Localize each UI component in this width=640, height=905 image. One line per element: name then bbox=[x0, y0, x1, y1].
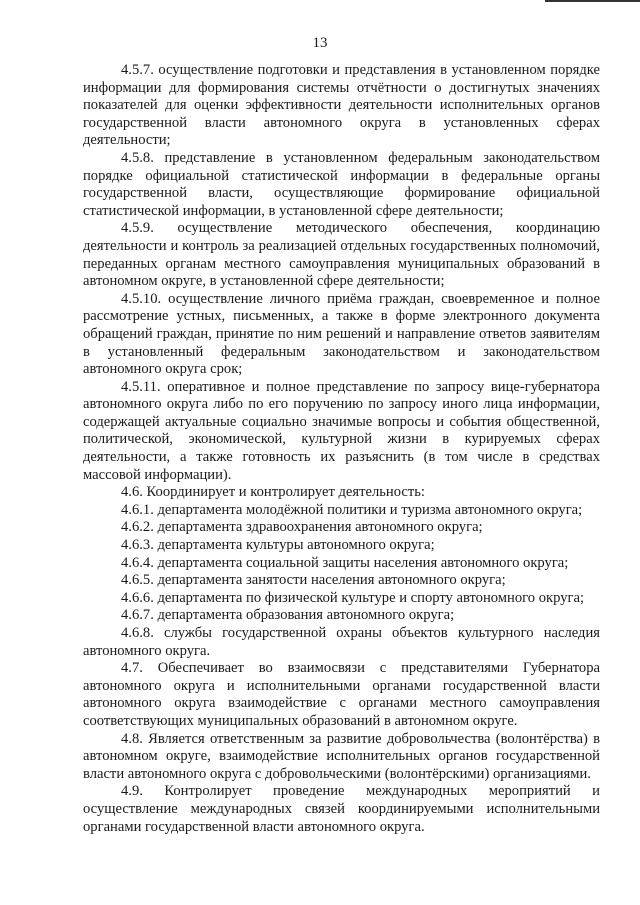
paragraph-4-6-5: 4.6.5. департамента занятости населения автономного округа; bbox=[121, 572, 506, 589]
document-body bbox=[83, 62, 600, 836]
paragraph-4-7: 4.7. Обеспечивает во взаимосвязи с представителями Губернатора автономного округа и исполнительными органами государственной власти автономного округа взаимодействие с органами местного самоуправления соответствующих муниципальных образований в автономном округе. bbox=[83, 660, 600, 729]
paragraph-4-5-11: 4.5.11. оперативное и полное представление по запросу вице-губернатора автономного округа либо по его поручению по запросу иного лица информации, содержащей актуальные социально значимые вопросы и события общественной, политической, экономической, культурной жизни в курируемых сферах деятельности, а также готовность их разъяснить (в том числе в средствах массовой информации). bbox=[83, 378, 600, 483]
top-edge-rule bbox=[545, 0, 640, 2]
page-number: 13 bbox=[312, 35, 328, 51]
paragraph-4-5-10: 4.5.10. осуществление личного приёма граждан, своевременное и полное рассмотрение устных, письменных, а также в форме электронного документа обращений граждан, принятие по ним решений и направление ответов заявителям в установленный федеральным законодательством и законодательством автономного округа срок; bbox=[83, 290, 600, 378]
paragraph-4-6-4: 4.6.4. департамента социальной защиты населения автономного округа; bbox=[121, 554, 569, 571]
paragraph-4-6-7: 4.6.7. департамента образования автономного округа; bbox=[121, 607, 455, 624]
paragraph-4-6-6: 4.6.6. департамента по физической культуре и спорту автономного округа; bbox=[121, 589, 585, 606]
paragraph-4-8: 4.8. Является ответственным за развитие добровольчества (волонтёрства) в автономном округе, взаимодействие исполнительных органов государственной власти автономного округа с добровольческими (волонтёрскими) организациями. bbox=[83, 730, 600, 782]
paragraph-4-5-9: 4.5.9. осуществление методического обеспечения, координацию деятельности и контроль за реализацией отдельных государственных полномочий, переданных органам местного самоуправления муниципальных образований в автономном округе, в установленной сфере деятельности; bbox=[83, 220, 600, 290]
paragraph-4-6-2: 4.6.2. департамента здравоохранения автономного округа; bbox=[121, 519, 483, 536]
paragraph-4-6-1: 4.6.1. департамента молодёжной политики и туризма автономного округа; bbox=[121, 501, 583, 518]
paragraph-4-5-8: 4.5.8. представление в установленном федеральным законодательством порядке официальной статистической информации в федеральные органы государственной власти, осуществляющие формирование официальной статистической информации, в установленной сфере деятельности; bbox=[83, 149, 600, 219]
paragraph-4-6: 4.6. Координирует и контролирует деятельность: bbox=[121, 484, 425, 501]
paragraph-4-9: 4.9. Контролирует проведение международных мероприятий и осуществление международных связей координируемыми исполнительными органами государственной власти автономного округа. bbox=[83, 783, 600, 835]
paragraph-4-6-3: 4.6.3. департамента культуры автономного округа; bbox=[121, 537, 435, 554]
paragraph-4-5-7: 4.5.7. осуществление подготовки и представления в установленном порядке информации для формирования системы отчётности о достигнутых значениях показателей для оценки эффективности деятельности исполнительных органов государственной власти автономного округа в установленных сферах деятельности; bbox=[83, 62, 600, 149]
paragraph-4-6-8: 4.6.8. службы государственной охраны объектов культурного наследия автономного округа. bbox=[83, 625, 600, 659]
